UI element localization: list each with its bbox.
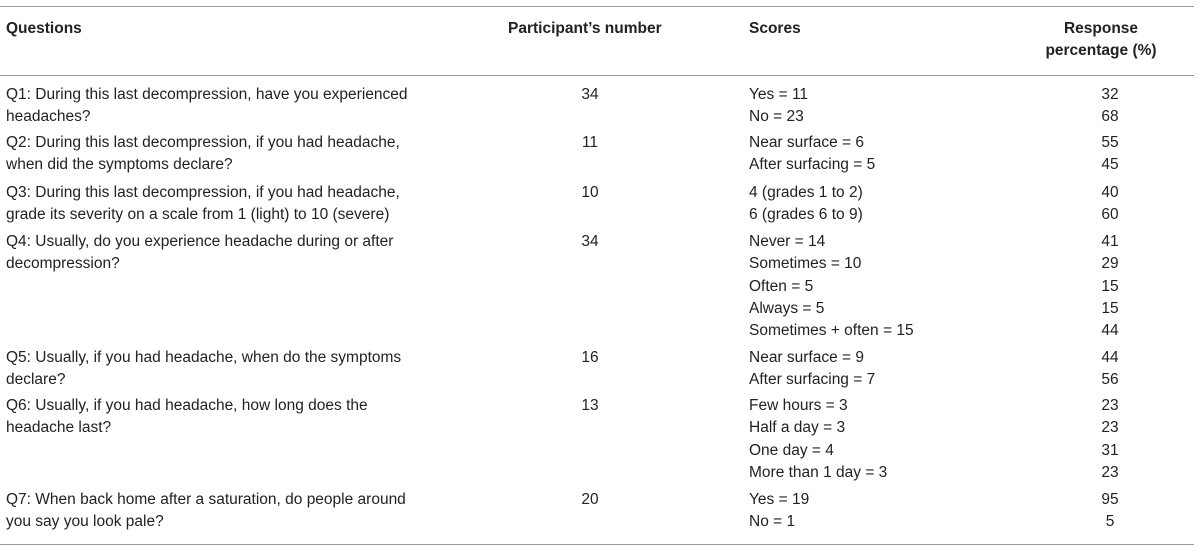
participants-cell: 34 bbox=[581, 233, 599, 250]
question-line: decompression? bbox=[6, 255, 120, 273]
percent-line: 44 bbox=[1101, 349, 1119, 366]
score-line: Few hours = 3 bbox=[749, 397, 848, 414]
score-line: 4 (grades 1 to 2) bbox=[749, 184, 863, 201]
participants-cell: 20 bbox=[581, 491, 599, 508]
score-line: After surfacing = 5 bbox=[749, 156, 876, 174]
score-line: Half a day = 3 bbox=[749, 419, 846, 437]
scores-cell bbox=[749, 84, 1009, 129]
participants-cell: 10 bbox=[581, 184, 599, 201]
question-line: Q5: Usually, if you had headache, when do the symptoms bbox=[6, 349, 402, 366]
question-cell bbox=[6, 231, 446, 276]
scores-cell bbox=[749, 489, 1009, 534]
percent-line: 60 bbox=[1101, 206, 1119, 224]
score-line: Yes = 19 bbox=[749, 491, 810, 508]
table-row-q3 bbox=[0, 182, 1194, 231]
score-line: Yes = 11 bbox=[749, 86, 809, 103]
question-line: when did the symptoms declare? bbox=[6, 156, 233, 174]
percent-cell bbox=[1080, 347, 1140, 392]
table-header bbox=[0, 7, 1194, 76]
table-row-q1 bbox=[0, 84, 1194, 132]
header-response-line1: Response bbox=[1063, 20, 1139, 37]
table-row-q4 bbox=[0, 231, 1194, 347]
scores-cell bbox=[749, 182, 1009, 227]
scores-cell bbox=[749, 231, 1009, 342]
question-line: Q7: When back home after a saturation, do people around bbox=[6, 491, 406, 508]
score-line: Often = 5 bbox=[749, 277, 814, 295]
header-questions: Questions bbox=[6, 20, 82, 37]
score-line: 6 (grades 6 to 9) bbox=[749, 206, 863, 224]
header-participants: Participant’s number bbox=[508, 20, 662, 37]
question-cell bbox=[6, 182, 446, 227]
score-line: No = 1 bbox=[749, 513, 796, 531]
percent-line: 40 bbox=[1101, 184, 1119, 201]
score-line: Sometimes + often = 15 bbox=[749, 322, 914, 340]
percent-line: 15 bbox=[1101, 299, 1119, 317]
question-line: Q1: During this last decompression, have you experienced bbox=[6, 86, 408, 103]
header-response-line2: percentage (%) bbox=[1045, 42, 1157, 59]
percent-line: 55 bbox=[1101, 134, 1119, 151]
score-line: One day = 4 bbox=[749, 441, 834, 459]
percent-line: 23 bbox=[1101, 397, 1119, 414]
percent-line: 56 bbox=[1101, 371, 1119, 389]
percent-cell bbox=[1080, 231, 1140, 342]
table-row-q7 bbox=[0, 489, 1194, 544]
participants-cell: 34 bbox=[581, 86, 599, 103]
scores-cell bbox=[749, 395, 1009, 484]
header-scores: Scores bbox=[749, 20, 801, 37]
scores-cell bbox=[749, 347, 1009, 392]
question-cell bbox=[6, 347, 446, 392]
percent-line: 23 bbox=[1101, 419, 1119, 437]
percent-line: 31 bbox=[1101, 441, 1119, 459]
question-cell bbox=[6, 395, 446, 440]
percent-line: 44 bbox=[1101, 322, 1119, 340]
participants-cell: 13 bbox=[581, 397, 599, 414]
participants-cell: 11 bbox=[581, 134, 599, 151]
percent-line: 5 bbox=[1105, 513, 1115, 531]
question-line: headache last? bbox=[6, 419, 112, 437]
question-line: Q6: Usually, if you had headache, how long does the bbox=[6, 397, 368, 414]
percent-line: 45 bbox=[1101, 156, 1119, 174]
percent-line: 41 bbox=[1101, 233, 1119, 250]
percent-cell bbox=[1080, 132, 1140, 177]
percent-cell bbox=[1080, 84, 1140, 129]
score-line: Never = 14 bbox=[749, 233, 826, 250]
question-cell bbox=[6, 84, 446, 129]
participants-cell: 16 bbox=[581, 349, 599, 366]
question-line: Q3: During this last decompression, if you had headache, bbox=[6, 184, 400, 201]
score-line: No = 23 bbox=[749, 108, 804, 126]
percent-line: 68 bbox=[1101, 108, 1119, 126]
percent-line: 23 bbox=[1101, 463, 1119, 481]
percent-line: 15 bbox=[1101, 277, 1119, 295]
header-response bbox=[1030, 18, 1172, 62]
score-line: Near surface = 6 bbox=[749, 134, 865, 151]
score-line: After surfacing = 7 bbox=[749, 371, 876, 389]
score-line: Near surface = 9 bbox=[749, 349, 865, 366]
question-cell bbox=[6, 132, 446, 177]
question-line: Q2: During this last decompression, if you had headache, bbox=[6, 134, 400, 151]
question-line: grade its severity on a scale from 1 (light) to 10 (severe) bbox=[6, 206, 390, 224]
score-line: More than 1 day = 3 bbox=[749, 463, 888, 481]
table-row-q5 bbox=[0, 347, 1194, 395]
question-line: Q4: Usually, do you experience headache during or after bbox=[6, 233, 394, 250]
question-line: declare? bbox=[6, 371, 66, 389]
score-line: Always = 5 bbox=[749, 299, 825, 317]
score-line: Sometimes = 10 bbox=[749, 255, 862, 273]
question-line: you say you look pale? bbox=[6, 513, 164, 531]
percent-cell bbox=[1080, 489, 1140, 534]
table-row-q6 bbox=[0, 395, 1194, 489]
question-cell bbox=[6, 489, 446, 534]
percent-line: 32 bbox=[1101, 86, 1119, 103]
data-table bbox=[0, 6, 1194, 545]
percent-line: 29 bbox=[1101, 255, 1119, 273]
question-line: headaches? bbox=[6, 108, 91, 126]
scores-cell bbox=[749, 132, 1009, 177]
table-row-q2 bbox=[0, 132, 1194, 182]
percent-cell bbox=[1080, 395, 1140, 484]
percent-line: 95 bbox=[1101, 491, 1119, 508]
percent-cell bbox=[1080, 182, 1140, 227]
